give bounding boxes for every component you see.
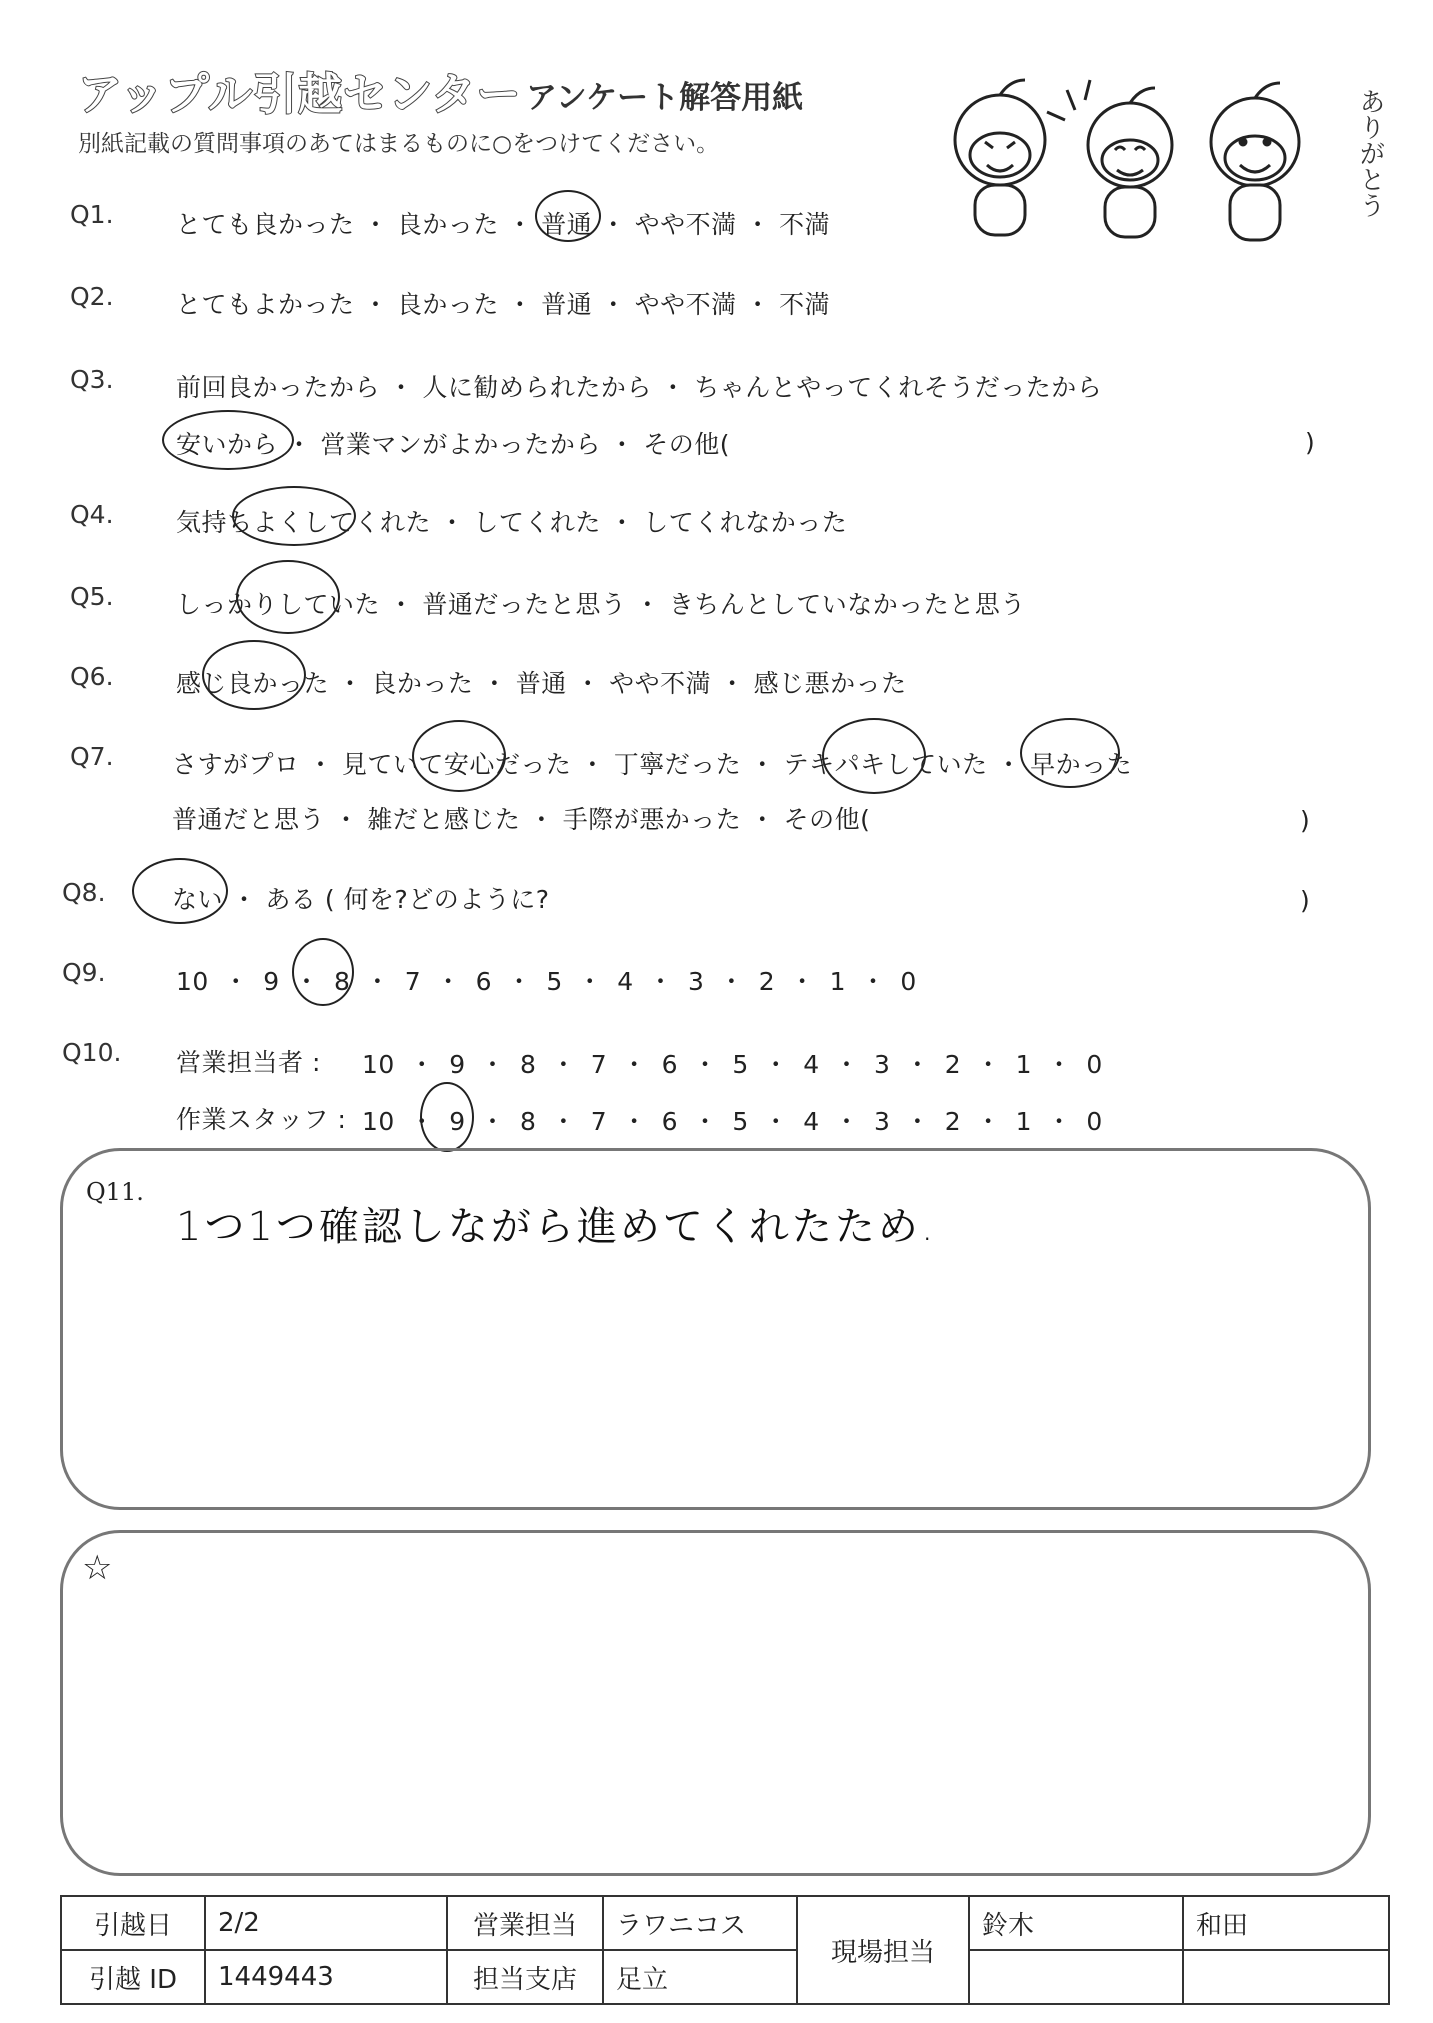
q2-label: Q2.	[70, 282, 114, 311]
q10-label: Q10.	[62, 1038, 122, 1067]
q10-sales-label: 営業担当者 :	[176, 1048, 321, 1077]
q7-answer-circle-2	[822, 718, 926, 794]
q3-label: Q3.	[70, 365, 114, 394]
q1-options: とても良かった ・ 良かった ・ 普通 ・ やや不満 ・ 不満	[176, 210, 831, 239]
site-staff-2: 和田	[1183, 1896, 1389, 1950]
form-subtitle: アンケート解答用紙	[526, 80, 804, 116]
q10-sales-scale: 10 ・ 9 ・ 8 ・ 7 ・ 6 ・ 5 ・ 4 ・ 3 ・ 2 ・ 1 ・ 0	[362, 1050, 1103, 1079]
q3-options-line1: 前回良かったから ・ 人に勧められたから ・ ちゃんとやってくれそうだったから	[176, 373, 1103, 402]
site-staff-3	[969, 1950, 1183, 2004]
q9-answer-circle	[292, 938, 354, 1006]
instruction-text: 別紙記載の質問事項のあてはまるものに○をつけてください。	[78, 131, 720, 157]
move-date-label: 引越日	[61, 1896, 205, 1950]
q4-answer-circle	[232, 486, 356, 546]
q10-staff-answer-circle	[420, 1082, 474, 1152]
site-staff-4	[1183, 1950, 1389, 2004]
q3-answer-circle	[162, 410, 294, 470]
q6-answer-circle	[202, 640, 306, 710]
q4-label: Q4.	[70, 500, 114, 529]
q5-label: Q5.	[70, 582, 114, 611]
move-id-label: 引越 ID	[61, 1950, 205, 2004]
q7-close-paren: )	[1300, 806, 1310, 835]
q9-scale: 10 ・ 9 ・ 8 ・ 7 ・ 6 ・ 5 ・ 4 ・ 3 ・ 2 ・ 1 ・ 0	[176, 967, 917, 996]
q2-options: とてもよかった ・ 良かった ・ 普通 ・ やや不満 ・ 不満	[176, 290, 831, 319]
footer-info-table	[60, 1895, 1390, 2005]
q10-staff-label: 作業スタッフ :	[176, 1105, 347, 1134]
q5-options: しっかりしていた ・ 普通だったと思う ・ きちんとしていなかったと思う	[176, 590, 1026, 619]
company-title: アップル引越センター	[78, 69, 522, 120]
q7-options-line2: 普通だと思う ・ 雑だと感じた ・ 手際が悪かった ・ その他(	[172, 805, 871, 834]
q8-close-paren: )	[1300, 886, 1310, 915]
q6-label: Q6.	[70, 662, 114, 691]
monkey-mascots-illustration	[905, 70, 1345, 250]
branch-value: 足立	[603, 1950, 797, 2004]
q7-answer-circle-1	[412, 720, 506, 792]
q3-options-line2: 安いから ・ 営業マンがよかったから ・ その他(	[176, 430, 731, 459]
q8-label: Q8.	[62, 878, 106, 907]
move-id-value: 1449443	[205, 1950, 447, 2004]
star-icon: ☆	[82, 1548, 113, 1588]
q8-answer-circle	[132, 858, 228, 924]
q3-close-paren: )	[1305, 428, 1315, 457]
q4-options: 気持ちよくしてくれた ・ してくれた ・ してくれなかった	[176, 508, 848, 537]
site-staff-1: 鈴木	[969, 1896, 1183, 1950]
q5-answer-circle	[236, 560, 340, 634]
q6-options: 感じ良かった ・ 良かった ・ 普通 ・ やや不満 ・ 感じ悪かった	[176, 669, 907, 698]
q11-handwritten-answer: 1つ1つ確認しながら進めてくれたため.	[176, 1204, 937, 1250]
thanks-text: ありがとう	[1355, 88, 1385, 218]
q8-options: ない ・ ある ( 何を?どのように?	[172, 885, 550, 914]
q11-label: Q11.	[86, 1178, 144, 1206]
q9-label: Q9.	[62, 958, 106, 987]
q7-label: Q7.	[70, 742, 114, 771]
q10-staff-scale: 10 ・ 9 ・ 8 ・ 7 ・ 6 ・ 5 ・ 4 ・ 3 ・ 2 ・ 1 ・ 0	[362, 1107, 1103, 1136]
q7-options-line1: さすがプロ ・ 見ていて安心だった ・ 丁寧だった ・ テキパキしていた ・ 早かった	[172, 750, 1133, 779]
comment-box[interactable]	[60, 1530, 1371, 1876]
q1-label: Q1.	[70, 200, 114, 229]
sales-value: ラワニコス	[603, 1896, 797, 1950]
site-staff-label: 現場担当	[797, 1896, 969, 2004]
sales-label: 営業担当	[447, 1896, 603, 1950]
branch-label: 担当支店	[447, 1950, 603, 2004]
move-date-value: 2/2	[205, 1896, 447, 1950]
q1-answer-circle	[535, 190, 601, 242]
q7-answer-circle-3	[1020, 718, 1120, 788]
